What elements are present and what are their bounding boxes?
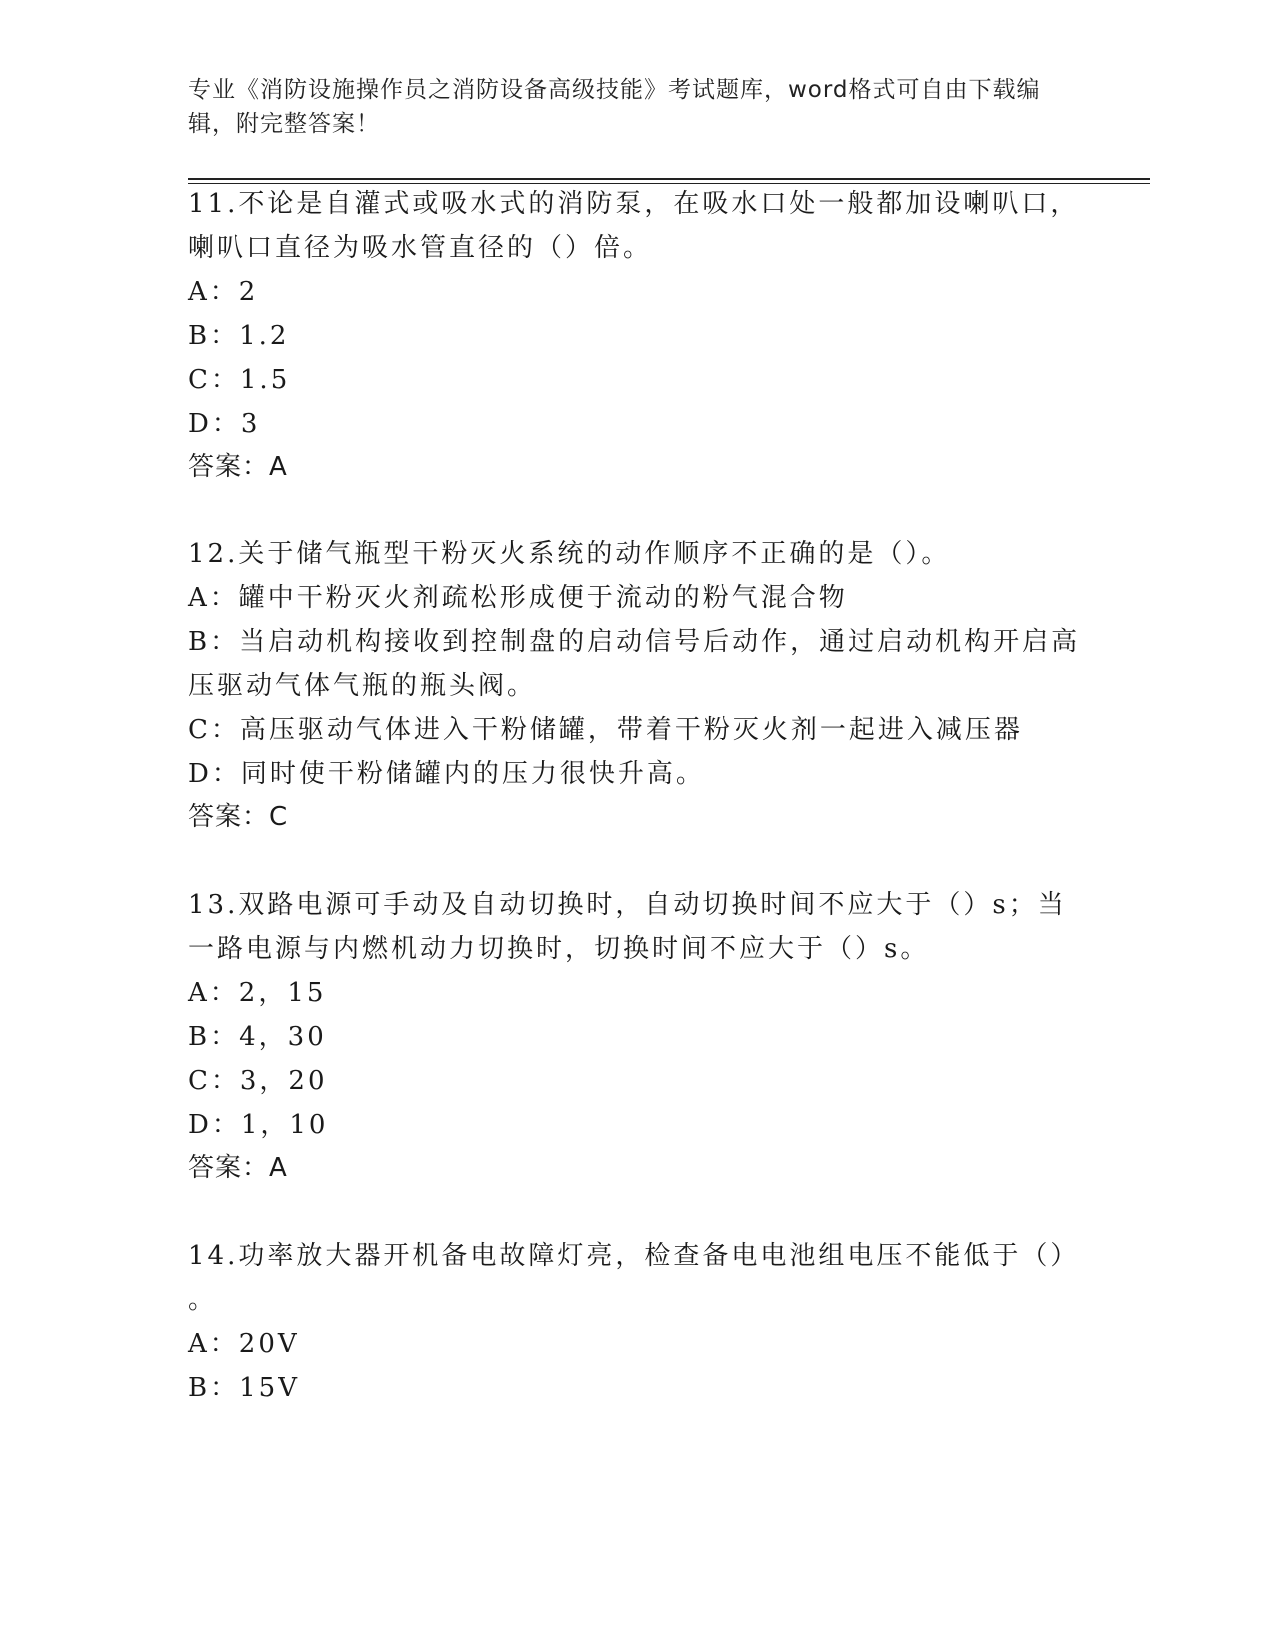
question-12-option-d: D：同时使干粉储罐内的压力很快升高。 [188, 759, 705, 789]
question-11-option-a: A：2 [188, 277, 259, 307]
question-12-stem: 12.关于储气瓶型干粉灭火系统的动作顺序不正确的是（）。 [188, 539, 951, 569]
question-13-stem-cont: 一路电源与内燃机动力切换时，切换时间不应大于（）s。 [188, 934, 930, 964]
question-13-option-b: B：4，30 [188, 1022, 327, 1052]
header-divider-thin [188, 183, 1150, 184]
question-12-option-c: C：高压驱动气体进入干粉储罐，带着干粉灭火剂一起进入减压器 [188, 715, 1023, 745]
question-12-option-b: B：当启动机构接收到控制盘的启动信号后动作，通过启动机构开启高 [188, 627, 1081, 657]
question-13-option-d: D：1，10 [188, 1110, 329, 1140]
question-14-option-b: B：15V [188, 1373, 300, 1403]
question-11-stem: 11.不论是自灌式或吸水式的消防泵，在吸水口处一般都加设喇叭口， [188, 189, 1080, 219]
question-11-option-c: C：1.5 [188, 365, 291, 395]
question-12-option-a: A：罐中干粉灭火剂疏松形成便于流动的粉气混合物 [188, 583, 848, 613]
question-13-option-c: C：3，20 [188, 1066, 328, 1096]
question-13-stem: 13.双路电源可手动及自动切换时，自动切换时间不应大于（）s；当 [188, 890, 1067, 920]
header-divider [188, 178, 1150, 180]
question-11-answer: 答案：A [188, 452, 288, 482]
question-14-stem: 14.功率放大器开机备电故障灯亮，检查备电电池组电压不能低于（） [188, 1241, 1080, 1271]
document-header: 专业《消防设施操作员之消防设备高级技能》考试题库，word格式可自由下载编辑，附完整答案！ [188, 77, 1041, 137]
question-12-option-b-cont: 压驱动气体气瓶的瓶头阀。 [188, 671, 537, 701]
question-13-option-a: A：2，15 [188, 978, 327, 1008]
question-11-option-d: D：3 [188, 409, 261, 439]
question-14-option-a: A：20V [188, 1329, 300, 1359]
question-14-stem-cont: 。 [188, 1285, 218, 1315]
question-11-option-b: B：1.2 [188, 321, 290, 351]
question-13-answer: 答案：A [188, 1153, 288, 1183]
question-12-answer: 答案：C [188, 802, 289, 832]
question-11-stem-cont: 喇叭口直径为吸水管直径的（）倍。 [188, 233, 653, 263]
